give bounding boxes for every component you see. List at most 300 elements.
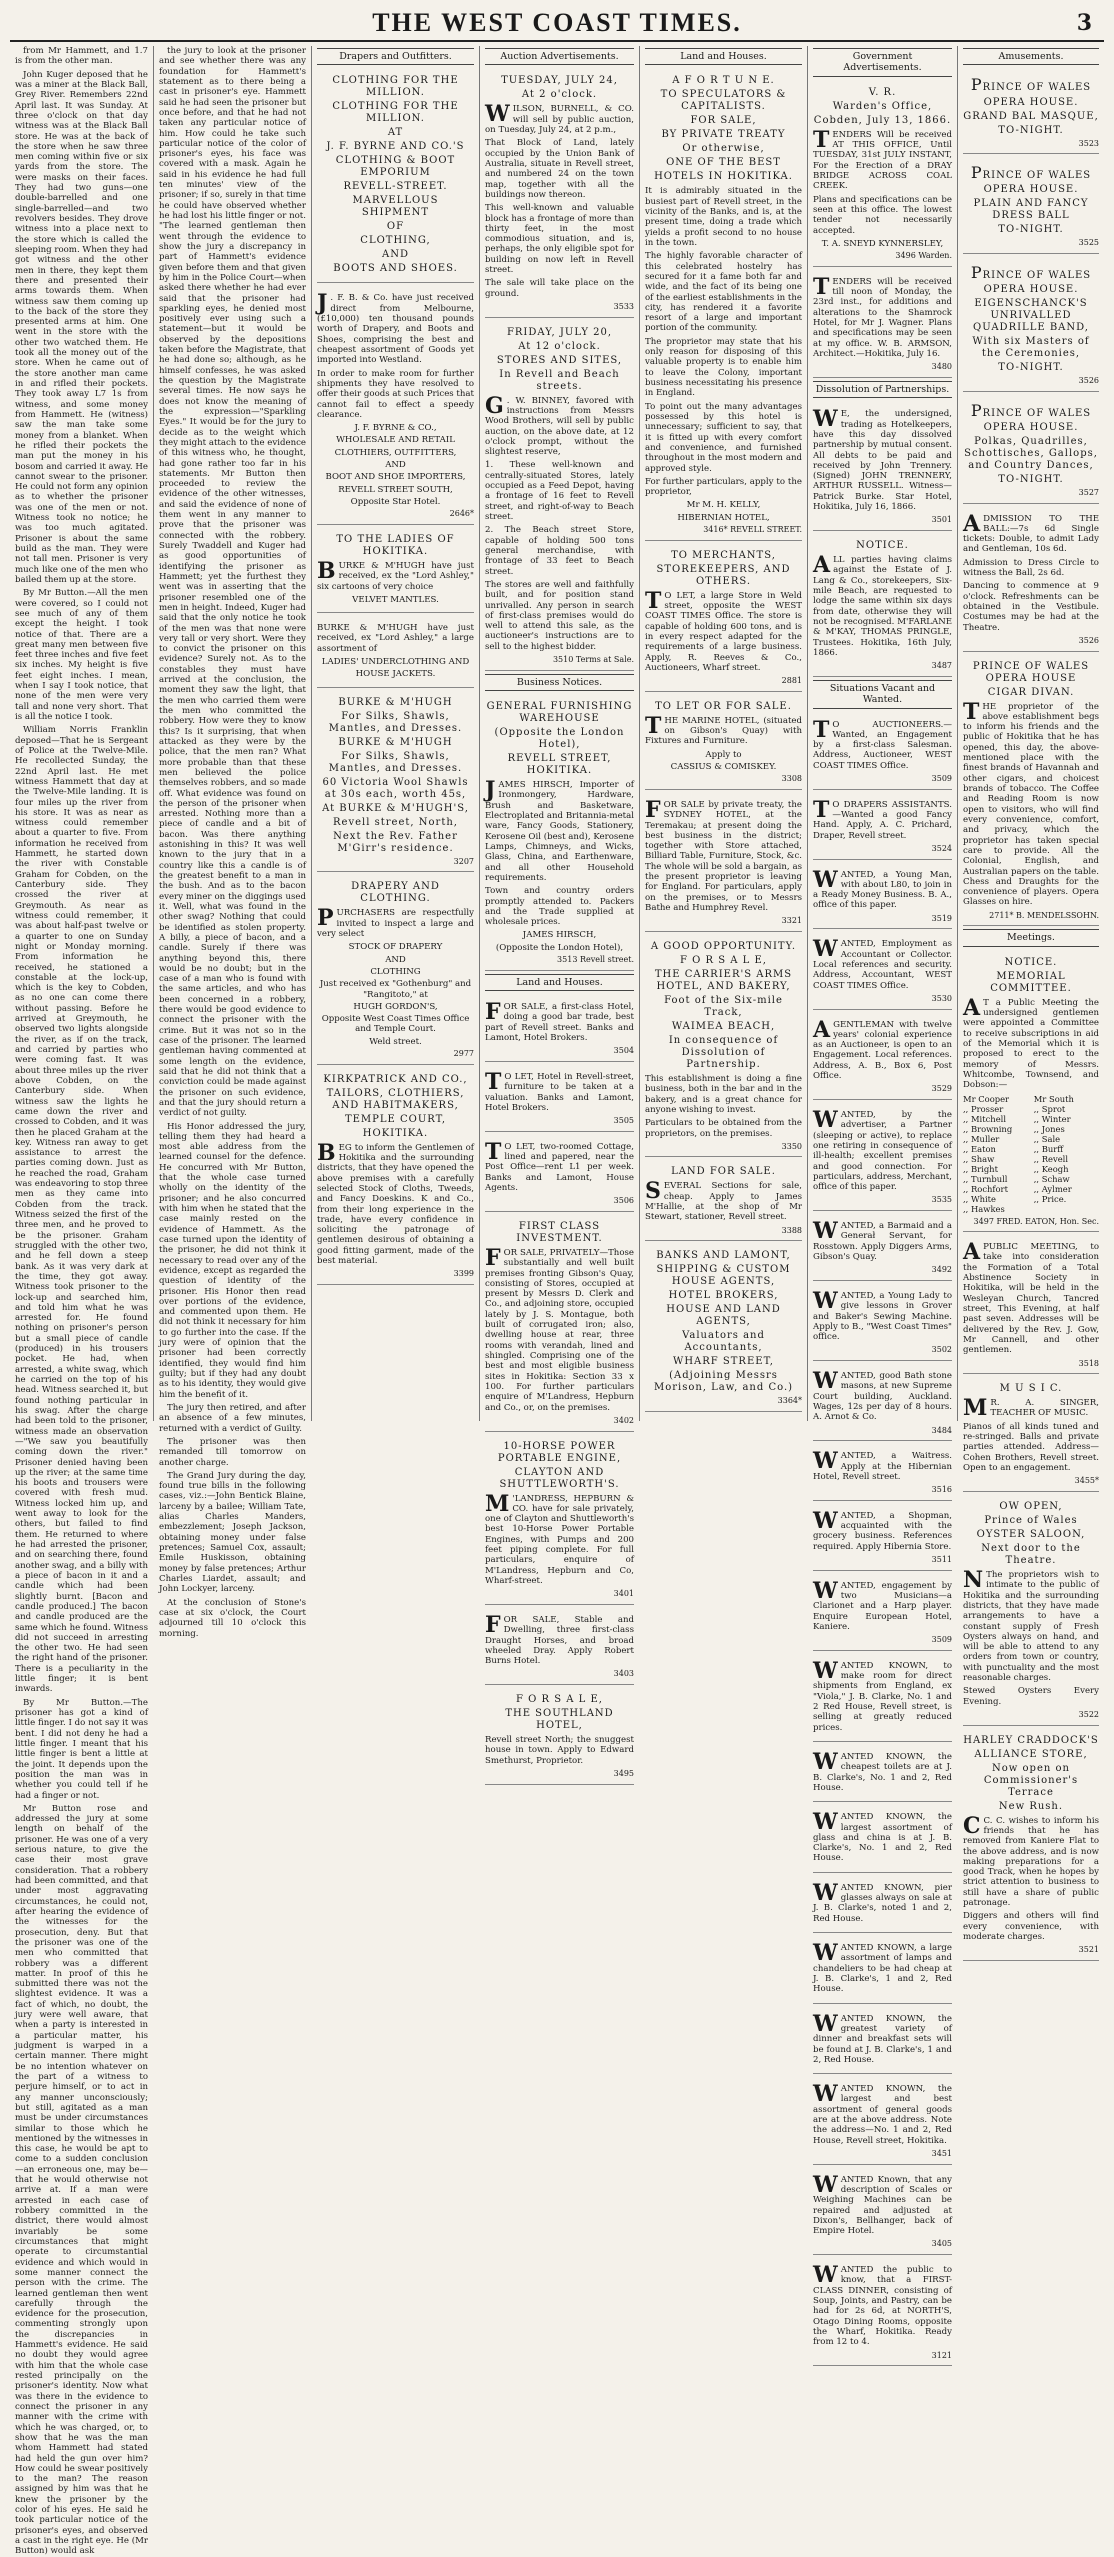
ad-heading-line: Polkas, Quadrilles, Schottisches, Gallops, and Country Dances, [964,435,1098,471]
ad-reference-number: 3519 [931,913,952,923]
ad-heading-line: Foot of the Six-mile Track, [664,994,783,1018]
drop-capital: W [813,1809,838,1836]
article-paragraph: By Mr Button.—All the men were covered, so I could not see much of any of them except the height. I took notice of that. There are a great many men between five feet three inches and five feet six inches. My height is five feet eight inches. I mean, when I say I took notice, that none of the men were very tall and none very short. That is all the notice I took. [15,588,148,722]
ad-body [963,1812,1099,1909]
drop-capital: T [813,796,830,823]
article-paragraph: His Honor addressed the jury, telling them they had heard a most able address from the learned counsel for the defence. He concurred with Mr Button, that the whole case turned wholly on the identity of the prisoner; and he also concurred with him when he stated that the case mainly rested on the evidence of Hammett. As the case turned upon the identity of the prisoner, he did not think it necessary to read over any of the evidence, except as regarded the question of identity of the prisoner. His Honor then read over portions of the evidence, and commented upon them. He did not think it necessary for him to go further into the case. If the jury were of opinion that the prisoner had been correctly identified, they would find him guilty; but if they had any doubt as to his identity, they would give him the benefit of it. [159,1121,306,1400]
ad-heading-line: GRAND BAL MASQUE, [963,110,1099,122]
advertisement [813,1745,952,1802]
ad-signature-line: CLOTHING [370,966,421,977]
committee-member: ,, Sale [1033,1133,1061,1144]
ad-body [813,1016,952,1082]
ad-reference-number: 3492 [931,1265,952,1275]
ad-body [813,552,952,658]
ad-reference-number: 3522 [1078,1710,1099,1719]
ad-reference-number: 3388 [781,1225,802,1235]
article-paragraph: The jury then retired, and after an absence of a few minutes, returned with a verdict of Guilty. [159,1402,306,1434]
ad-heading-line: NOTICE. [1004,956,1058,968]
ad-body [317,1139,474,1267]
advertisement [963,655,1099,927]
ad-body [813,1448,952,1482]
committee-member: ,, Schaw [1033,1174,1070,1185]
ad-heading-line: With six Masters of the Ceremonies, [972,336,1090,360]
advertisement [813,932,952,1009]
ad-signature-line: T. A. SNEYD KYNNERSLEY, [821,238,944,249]
ad-heading-line: OPERA HOUSE. [983,96,1079,108]
ad-heading-line: TO THE LADIES OF HOKITIKA. [336,533,455,557]
ad-heading-line: WHARF STREET, [673,1356,774,1368]
ad-heading-line: EIGENSCHANCK'S UNRIVALLED QUADRILLE BAND, [973,298,1089,334]
ad-reference-number: 3207 [453,856,474,866]
drop-capital: W [813,2262,838,2289]
ad-body [963,698,1099,908]
ad-body [813,1287,952,1343]
ad-heading-line: CLOTHING FOR THE MILLION. [332,75,459,99]
ad-body-text: ENDERS will be received till noon of Monday, the 23rd inst., for additions and alterations to the Shamrock Hotel, for Mr J. Wagner. Plans and specifications may be seen at my office. W. B. ARMSON, Architect.—Hokitika, July 16. [813,276,952,359]
ad-body-text: ANTED KNOWN, pier glasses always on sale at J. B. Clarke's, noted 1 and 2, Red House. [813,1882,952,1924]
ad-body-text: URCHASERS are respectfully invited to inspect a large and very select [317,908,474,939]
ad-heading-line: CIGAR DIVAN. [987,686,1075,698]
drop-capital: W [813,1218,838,1245]
ad-signature-line: AND [385,954,406,965]
ad-heading-line: PRINCE OF WALES [970,75,1092,95]
drop-capital: W [485,101,510,128]
advertisement [645,1244,802,1412]
ad-heading-line: F O R S A L E, [680,954,767,966]
ad-body-paragraph: Pianos of all kinds tuned and re-stringed. Balls and private parties attended. Address—Cohen Brothers, Revell street. Open to an engagement. [963,1421,1099,1474]
column-6 [808,46,958,2360]
ad-heading-line: Now open on Commissioner's Terrace [983,1762,1079,1798]
ad-reference-number: 3530 [931,993,952,1003]
ad-signature-line: (Opposite the London Hotel), [495,942,624,953]
ad-body-text: BURKE & M'HUGH have just received, ex "Lord Ashley," a large assortment of [317,623,474,654]
article-paragraph: William Norris Franklin deposed—That he is Sergeant of Police at the Twelve-Mile. He recollected Sunday, the 22nd April last. He met witness Hammett that day at the Twelve-Mile landing. It is four miles up the river from his store. It was as near as witness could remember about a quarter to five. From information he received from Hammett, he started down the river with Constable Graham for Cobden, on the Canterbury side. They crossed the river at Greymouth. As near as witness could remember, it was about half-past twelve or a quarter to one on Sunday night or Monday morning. From information he received, he stationed a constable at the lock-up, which is the key to Cobden, as no one can come there without passing. Before he arrived at Greymouth, he observed two lights alongside the river, as if on the track, and carried by parties who were coming fast. It was about three miles up the river above Cobden, on the Canterbury side. When witness saw the lights he came down the river and crossed to Cobden, and it was then he placed Graham at the key. Witness ran away to get assistance to arrest the parties coming down. Just as he reached the road, Graham was endeavoring to stop three men as they came into Cobden from the track. Witness seized the first of the three men, and he proved to be the prisoner. Graham struggled with the other two, and he fell down a steep bank. As it was very dark at the time, they got away. Witness took prisoner to the lock-up and searched him, and told him what he was arrested for. He found nothing on prisoner's person but a small piece of candle (produced) in his trousers pocket. He had, when arrested, a white swag, which he carried on the top of his head. Witness searched it, but found nothing particular in his swag. After the charge had been told to the prisoner, witness made an observation—"We saw you beautifully coming down the river." Prisoner denied having been up the river; at the same time his boots and trousers were covered with fresh mud. Witness locked him up, and went away to look for the others, but failed to find them. He returned to where he had arrested the prisoner, and on searching there, found another swag, and a billy with a piece of bacon in it and a candle which had been slightly burnt. [Bacon and candle produced.] The bacon and candle produced are the same which he found. Witness did not succeed in arresting the other two. He had seen the right hand of the prisoner. There is a peculiarity in the little finger; it is bent inwards. [15,725,148,1695]
ad-heading-line: OYSTER SALOON, [976,1528,1086,1540]
columns [10,46,1104,2557]
ad-signature-line: REVELL STREET SOUTH, [338,484,453,495]
committee-member: ,, Winter [1033,1113,1071,1124]
ad-reference-number: 3523 [1078,138,1099,148]
ad-heading-line: TO-NIGHT. [998,362,1064,374]
ad-body-text: ANTED, a Young Lady to give lessons in Grover and Baker's Sewing Machine. Apply to B., "West Coast Times" office. [813,1290,952,1343]
ad-body-paragraph: To point out the many advantages possessed by this hotel is unnecessary; sufficient to say, that it is fitted up with every comfort and convenience, and furnished throughout in the most modern and approved style. [645,401,802,474]
section-heading: Land and Houses. [485,974,634,991]
ad-reference-number: 3516 [931,1485,952,1495]
ad-body [485,1490,634,1587]
ad-body [485,1611,634,1667]
ad-heading-line: HOTEL BROKERS, [668,1290,779,1302]
ad-signature-line: BOOT AND SHOE IMPORTERS, [325,472,466,483]
advertisement [813,863,952,930]
ad-body-text: LL parties having claims against the Estate of J. Lang & Co., storekeepers, Six-mile Beach, are requested to lodge the same within six days from date, otherwise they will not be recognised. M'FARLANE & M'KAY, THOMAS PRINGLE, Trustees. Hokitika, 16th July, 1866. [813,555,952,658]
drop-capital: W [813,1448,838,1475]
ad-reference-number: 3525 [1078,238,1099,248]
ad-heading-line: OPERA HOUSE. [983,421,1079,433]
ad-body [485,1244,634,1413]
committee-member: ,, Turnbull [963,1174,1008,1185]
advertisement [317,691,474,873]
ad-heading-line: A F O R T U N E. [672,75,775,87]
ad-body-text: ANTED, a Barmaid and a Generał Servant, for Rosstown. Apply Diggers Arms, Gibson's Quay. [813,1221,952,1263]
ad-heading-line: TEMPLE COURT, [344,1113,447,1125]
ad-heading-line: At 12 o'clock. [518,340,601,352]
ad-body-paragraph: The proprietor may state that his only reason for disposing of this valuable property is to enable him to leave the Colony, important business necessitating his presence in England. [645,336,802,399]
drop-capital: W [813,1657,838,1684]
ad-reference-number: 3495 [613,1769,634,1779]
advertisement [813,1214,952,1281]
ad-reference-number: 2977 [453,1049,474,1059]
advertisement [813,1444,952,1501]
ad-body [645,1178,802,1223]
ad-heading-line: STOREKEEPERS, AND OTHERS. [656,563,791,587]
ad-heading-line: HARLEY CRADDOCK'S [963,1734,1099,1746]
ad-signature-line: VELVET MANTLES. [352,594,439,605]
ad-reference-number: 3350 [781,1141,802,1151]
ad-heading-line: GENERAL FURNISHING WAREHOUSE [486,701,633,725]
drop-capital: P [970,163,983,183]
ad-reference-number: 3526 [1078,635,1099,645]
ad-body-paragraph: In order to make room for further shipments they have resolved to offer their goods at such Prices that cannot fail to effect a speedy clearance. [317,368,474,420]
ad-body-paragraph: This well-known and valuable block has a frontage of more than thirty feet, in the most commodious situation, and is, perhaps, the only eligible spot for building on now left in Revell street. [485,203,634,276]
ad-reference-number: 3511 [931,1555,952,1565]
drop-capital: T [645,712,662,739]
ad-signature-line: HIBERNIAN HOTEL, [677,512,770,523]
ad-body [813,1657,952,1733]
column-4 [480,46,640,1779]
ad-heading-line: In consequence of Dissolution of Partnership. [668,1034,779,1070]
ad-reference-number: 3509 [931,774,952,784]
ad-body [813,1577,952,1633]
committee-member: ,, Eaton [963,1143,996,1154]
ad-body [317,623,474,654]
advertisement [963,69,1099,154]
advertisement [963,157,1099,254]
ad-reference-number: 3403 [613,1669,634,1679]
ad-signature-line: STOCK OF DRAPERY [348,942,443,953]
ad-body-paragraph: 2. The Beach street Store, capable of holding 500 tons general merchandise, with frontage of 33 feet to Beach street. [485,525,634,577]
ad-heading-line: LAND FOR SALE. [671,1166,776,1178]
committee-member: ,, Aylmer [1033,1184,1072,1195]
ad-body-text: O AUCTIONEERS.—Wanted, an Engagement by a first-class Salesman. Address, Auctioneer, WEST COAST TIMES Office. [813,719,952,771]
advertisement [813,793,952,860]
drop-capital: W [813,2081,838,2108]
committee-member: ,, White [963,1194,996,1205]
ad-body [317,290,474,366]
ad-heading-line: For Silks, Shawls, Mantles, and Dresses. [328,750,463,774]
ad-body-text: ANTED, Employment as Accountant or Collector. Local references and security. Address, Accountant, WEST COAST TIMES Office. [813,939,952,991]
ad-body-text: This establishment is doing a fine business, both in the bar and in the bakery, and is a great chance for anyone wishing to invest. [645,1073,802,1115]
ad-heading-line: ALLIANCE STORE, [974,1748,1088,1760]
ad-heading-line: REVELL-STREET. [343,181,448,193]
ad-heading-line: SHIPPING & CUSTOM HOUSE AGENTS, [656,1264,791,1288]
ad-heading-line: PRINCE OF WALES OPERA HOUSE [972,660,1090,684]
advertisement [963,257,1099,392]
article-paragraph: The Grand Jury during the day, found true bills in the following cases, viz.:—John Bentick Blaine, larceny by a bailee; William Tate, alias Charles Manders, embezzlement; Joseph Jackson, obtaining money under false pretences; Samuel Cox, assault; Emile Huskisson, obtaining money by false pretences; Arthur Charles Liardet, assault; and John Lockyer, larceny. [159,1470,306,1595]
advertisement [813,81,952,267]
committee-member: ,, Hawkes [963,1204,1005,1215]
ad-reference-number: 3401 [613,1589,634,1599]
advertisement [485,1215,634,1432]
section-heading: Government Advertisements. [813,48,952,77]
ad-heading-line: NOTICE. [856,540,909,552]
section-heading: Drapers and Outfitters. [317,48,474,65]
ad-body-text: ANTED the public to know, that a FIRST-CLASS DINNER, consisting of Soup, Joints, and Pastry, can be had for 2s 6d, at NORTH'S, Otago Dining Rooms, opposite the Wharf, Hokitika. Ready from 12 to 4. [813,2265,952,2348]
ad-heading-line: TAILORS, CLOTHIERS, AND HABITMAKERS, [326,1087,465,1111]
drop-capital: B [317,1139,336,1166]
ad-body-text: It is admirably situated in the busiest part of Revell street, in the vicinity of the Banks, and is, at the present time, doing a trade which yields a profit second to no house in the town. [645,186,802,248]
drop-capital: W [813,936,838,963]
column-5 [640,46,808,1421]
ad-body-text: AMES HIRSCH, Importer of Ironmongery, Hardware, Brush and Basketware, Electroplated and Britannia-metal ware, Fancy Goods, Stationery, Kerosene Oil (best and), Kerosene Lamps, Chimneys, and Wicks, Glass, China, and Earthenware, and all other Household requirements. [485,780,634,883]
ad-body-text: O LET, a large Store in Weld street, opposite the WEST COAST TIMES Office. The store is capable of holding 600 tons, and is in every respect adapted for the requirements of a large business. Apply, R. Reeves & Co., Auctioneers, Wharf street. [645,590,802,673]
ad-body-text: URKE & M'HUGH have just received, ex the "Lord Ashley," six cartoons of very choice [317,560,474,592]
drop-capital: F [645,796,661,823]
advertisement [317,69,474,283]
ad-heading-line: TO-NIGHT. [998,473,1064,485]
article-paragraph: At the conclusion of Stone's case at six o'clock, the Court adjourned till 10 o'clock this morning. [159,1597,306,1639]
ad-reference-number: 3416* REVELL STREET. [703,525,802,535]
ad-heading-line: Cobden, July 13, 1866. [813,114,952,126]
drop-capital: T [645,587,662,614]
ad-reference-number: 3484 [931,1425,952,1435]
ad-body [813,406,952,513]
advertisement [485,1435,634,1605]
ad-body-text: EG to inform the Gentlemen of Hokitika and the surrounding districts, that they have opened the above premises with a carefully selected Stock of Cloths, Tweeds, and Fancy Doeskins. K and Co., from their long experience in the trade, have every confidence in soliciting the patronage of gentlemen desirous of obtaining a good fitting garment, made of the best material. [317,1142,474,1267]
ad-reference-number: 3509 [931,1635,952,1645]
ad-body [813,866,952,911]
committee-member: ,, Jones [1033,1123,1065,1134]
advertisement [645,1160,802,1241]
ad-heading-line: BURKE & M'HUGH [338,736,453,748]
ad-body [813,1218,952,1263]
committee-member: ,, Burff [1033,1143,1064,1154]
advertisement [963,507,1099,652]
advertisement [645,935,802,1157]
ad-body [813,1940,952,1995]
newspaper-title: THE WEST COAST TIMES. [372,8,742,37]
ad-body-text: ILSON, BURNELL, & CO. will sell by public auction, on Tuesday, July 24, at 2 p.m., [485,104,634,136]
committee-member: ,, Bright [963,1164,998,1175]
ad-body [963,1395,1099,1422]
drop-capital: W [813,2171,838,2198]
advertisement [963,1377,1099,1492]
ad-signature-line: JAMES HIRSCH, [522,930,597,941]
ad-heading-line: Next the Rev. Father M'Girr's residence. [333,830,458,854]
ad-body [645,587,802,674]
drop-capital: W [813,1106,838,1133]
ad-body [485,392,634,458]
committee-member: ,, Revell [1033,1154,1069,1165]
advertisement [645,544,802,692]
drop-capital: P [970,262,983,282]
ad-heading-line: TO-NIGHT. [998,224,1064,236]
advertisement [963,395,1099,504]
advertisement [813,1284,952,1361]
ad-body-paragraph: The highly favorable character of this celebrated hostelry has secured for it a fame both far and wide, and the fact of its being one of the earliest establishments in the city, has rendered it a favorite resort of a large and important portion of the community. [645,251,802,334]
ad-heading-line: BANKS AND LAMONT, [656,1250,791,1262]
drop-capital: W [813,1577,838,1604]
ad-body-text: HE MARINE HOTEL, (situated on Gibson's Quay) with Fixtures and Furniture. [645,715,802,747]
ad-body [963,1566,1099,1684]
ad-reference-number: 3321 [781,916,802,926]
ad-body-text: O DRAPERS ASSISTANTS.—Wanted a good Fancy Hand. Apply, A. C. Prichard, Draper, Revell street. [813,799,952,841]
ad-reference-number: 3121 [931,2350,952,2360]
ad-body-paragraph: The sale will take place on the ground. [485,278,634,299]
drop-capital: T [485,1138,502,1165]
ad-body-text: ANTED Known, that any description of Scales or Weighing Machines can be repaired and adjusted at Dixon's, Bellhanger, back of Empire Hotel. [813,2174,952,2237]
ad-signature-line: LADIES' UNDERCLOTHING AND [321,657,470,668]
ad-body-text: R. A. SINGER, TEACHER OF MUSIC. [990,1398,1099,1419]
ad-heading-line: REVELL STREET, HOKITIKA. [507,753,612,777]
ad-heading-line: THE CARRIER'S ARMS HOTEL, AND BAKERY, [654,968,793,992]
ad-body [963,510,1099,555]
ad-body-text: EVERAL Sections for sale, cheap. Apply to James M'Hallie, at the shop of Mr Stewart, stationer, Revell street. [645,1181,802,1223]
ad-heading-line: MARVELLOUS SHIPMENT [352,195,439,219]
ad-body [813,1368,952,1423]
ad-heading-line: Or otherwise, [682,143,765,155]
ad-body-text: OR SALE, Stable and Dwelling, three first-class Draught Horses, and broad wheeled Dray. Apply Robert Burns Hotel. [485,1614,634,1667]
ad-reference-number: 3480 [931,362,952,372]
advertisement [813,270,952,378]
ad-heading-line: (Opposite the London Hotel), [494,727,625,751]
committee-member: Mr South [1033,1093,1074,1104]
advertisement [485,69,634,317]
ad-body-text: E, the undersigned, trading as Hotelkeepers, have this day dissolved partnership by mutual consent. All debts to be paid and received by John Trennery. (Signed) JOHN TRENNERY, ARTHUR RUSSELL. Witness—Patrick Burke. Star Hotel, Hokitika, July 16, 1866. [813,409,952,513]
advertisement [645,69,802,540]
ad-heading-line: F O R S A L E, [516,1694,603,1706]
drop-capital: N [963,1566,984,1593]
section-heading: Situations Vacant and Wanted. [813,680,952,709]
advertisement [485,1608,634,1685]
ad-body-text: ANTED, good Bath stone masons, at new Supreme Court building, Auckland. Wages, 12s per day of 8 hours. A. Arnot & Co. [813,1371,952,1423]
article-paragraph: By Mr Button.—The prisoner has got a kind of little finger. I do not say it was bent. I did not deny he had a little finger. I meant that his little finger is bent a little at the joint. It depends upon the position the man was in whether you could tell if he had a finger or not. [15,1697,148,1801]
advertisement [317,1068,474,1285]
ad-reference-number: 3308 [781,774,802,784]
advertisement [485,1135,634,1212]
ad-body [485,101,634,136]
ad-heading-line: PRINCE OF WALES [970,400,1092,420]
ad-body [813,1879,952,1924]
ad-body [813,796,952,841]
ad-heading-line: OPERA HOUSE. [983,184,1079,196]
drop-capital: W [813,1940,838,1967]
ad-heading-line: M U S I C. [999,1383,1063,1395]
drop-capital: S [645,1178,661,1205]
ad-heading-line: BURKE & M'HUGH [338,696,453,708]
advertisement [813,1574,952,1651]
ad-body [813,126,952,192]
committee-member: ,, Keogh [1033,1164,1069,1175]
ad-heading-line: Prince of Wales [984,1514,1078,1526]
ad-body [813,2171,952,2237]
ad-reference-number: 3533 [613,302,634,312]
ad-body-paragraph: Town and country orders promptly attended to. Packers and the Trade supplied at wholesale prices. [485,886,634,928]
ad-heading-line: CLOTHING FOR THE MILLION. [332,101,459,125]
ad-body-text: O LET, Hotel in Revell-street, furniture to be taken at a valuation. Banks and Lamont, Hotel Brokers. [485,1071,634,1113]
ad-heading-line: PRINCE OF WALES [970,262,1092,282]
ad-body-paragraph: 1. These well-known and centrally-situated Stores, lately occupied as a Feed Depot, having a frontage of 16 feet to Revell street, and right-of-way to Beach street. [485,460,634,523]
ad-body-text: T a Public Meeting the undersigned gentlemen were appointed a Committee to receive subscriptions in aid of the Memorial which it is proposed to erect to the memory of Messrs. Whitcombe, Townsend, and Dobson:— [963,997,1099,1091]
ad-heading-line: HOKITIKA. [362,1127,429,1139]
column-7 [958,46,1104,1955]
committee-names [963,1094,1099,1215]
drop-capital: B [317,557,336,584]
ad-reference-number: 3505 [613,1116,634,1126]
ad-reference-number: 2646* [449,509,474,519]
ad-body-text: ANTED KNOWN, a large assortment of lamps and chandeliers to be had cheap at J. B. Clarke's, 1 and 2, Red House. [813,1943,952,1995]
ad-heading-line: BOOTS AND SHOES. [333,263,458,275]
ad-body-text: ANTED, a Waitress. Apply at the Hibernian Hotel, Revell street. [813,1451,952,1482]
ad-body [813,2262,952,2348]
drop-capital: W [813,1748,838,1775]
section-heading: Land and Houses. [645,48,802,65]
article-paragraph: from Mr Hammett, and 1.7 is from the other man. [15,46,148,67]
drop-capital: W [813,1368,838,1395]
drop-capital: W [813,1287,838,1314]
page-number: 3 [1076,10,1092,36]
ad-reference-number: 3510 Terms at Sale. [552,655,634,665]
ad-heading-line: STORES AND SITES, [496,354,623,366]
ad-heading-line: OW OPEN, [999,1500,1063,1512]
advertisement [485,695,634,971]
ad-body [963,994,1099,1091]
drop-capital: A [963,994,981,1021]
advertisement [963,1495,1099,1726]
advertisement [813,2258,952,2366]
ad-signature-line: WHOLESALE AND RETAIL [336,435,455,446]
ad-body-paragraph: Plans and specifications can be seen at this office. The lowest tender not necessarily accepted. [813,194,952,236]
ad-heading-line: ONE OF THE BEST [666,157,781,169]
ad-heading-line: FOR SALE, [690,115,757,127]
advertisement [813,1364,952,1441]
drop-capital: W [813,1507,838,1534]
advertisement [813,713,952,790]
ad-heading-line: New Rush. [998,1800,1064,1812]
ad-heading-line: OF [386,221,405,233]
drop-capital: G [485,392,504,419]
advertisement [317,616,474,688]
ad-body [485,1068,634,1113]
ad-body [645,796,802,914]
committee-member: ,, Rochfort [963,1184,1008,1195]
ad-signature-line: CLOTHIERS, OUTFITTERS, [334,447,457,458]
ad-reference-number: 3526 [1078,376,1099,386]
column-3 [312,46,480,1421]
ad-body-paragraph: Stewed Oysters Every Evening. [963,1686,1099,1707]
ad-heading-line: CLOTHING, [360,235,431,247]
ad-reference-number: 3405 [931,2239,952,2249]
article-paragraph: the jury to look at the prisoner and see whether there was any foundation for Hammett's statement as to there being a cast in prisoner's eye. Hammett said he had seen the prisoner but once before, and that he had not taken any particular notice of him. How could he take such particular notice of the color of prisoner's eyes, his face was covered with a mask. Again he said in his evidence he had full ten minutes' view of the prisoner; if so, surely in that time he could have observed whether he had lost his little finger or not. "The learned gentleman then went through the evidence to show the jury a discrepancy in part of Hammett's evidence given before them and that given by him in the Police Court—when asked there whether he had ever said that the prisoner had sparkling eyes, he denied most positively ever using such a statement—but it would be observed by the depositions taken before the Magistrate, that he had done so; although, as he himself confesses, he was asked the question by the Magistrate several times. He now says he does not know the meaning of the expression—"Sparkling Eyes." It would be for the jury to decide as to the weight which they might attach to the evidence of this witness who, he thought, had gone rather too far in his statements. Mr Button then proceeded to review the evidence of the other witnesses, and said the evidence of none of them went in any manner to prove that the prisoner was connected with the robbery. Surely Twaddell and Kuger had as good opportunities of identifying the prisoner as Hammett; yet the furthest they went was in asserting that the prisoner resembled one of the men in height. Indeed, Kuger had said that the only notice he took of the men was that none were very tall or very short. Were they to convict the prisoner on this evidence? Surely not. As to the constables they must have arrived at the conclusion, the moment they saw the light, that the men who carried them were the men who committed the robbery. How were they to know this? Is it surprising, that when attacked as they were by the police, that the men ran? What more probable than that these men believed the police themselves robbers, and so made off. What evidence was found on the person of the prisoner when arrested. Nothing more than a piece of candle and a bit of bacon. Was there anything astonishing in this? It was well known to the jury that in a country like this a candle is of the greatest benefit to a man in the bush. And as to the bacon every miner on the diggings used it. Well, what was found in the other swag? Nothing that could be identified as stolen property. A billy, a piece of bacon, and a candle. Surely if there was anything beyond this, there would be no doubt; but in the case of a man who is found with the same articles, and who has been concerned in a robbery, there would be good evidence to connect the prisoner with the crime. But it was not so in the case of the prisoner. The learned gentleman having commented at some length on the evidence, said that he did not think that a conviction could be made against the prisoner on such evidence, and that the jury should return a verdict of not guilty. [159,46,306,1119]
ad-heading-line: HOTELS IN HOKITIKA. [654,171,793,183]
ad-heading-line: Revell street, North, [333,816,458,828]
committee-member: ,, Prosser [963,1103,1004,1114]
ad-body [963,1239,1099,1356]
ad-body-paragraph: That Block of Land, lately occupied by the Union Bank of Australia, situate in Revell street, and numbered 24 on the town map, together with all the buildings now thereon. [485,138,634,200]
ad-reference-number: 3504 [613,1046,634,1056]
ad-heading-line: TUESDAY, JULY 24, [501,75,618,87]
ad-body-paragraph: For further particulars, apply to the proprietor, [645,476,802,498]
ad-heading-line: PRINCE OF WALES [970,163,1092,183]
ad-signature-line: Apply to [705,749,742,760]
advertisement [963,1729,1099,1961]
ad-body [813,1507,952,1552]
ad-heading-line: HOUSE AND LAND AGENTS, [666,1304,781,1328]
ad-heading-line: A GOOD OPPORTUNITY. [650,940,797,952]
ad-signature-line: Just received ex "Gothenburg" and "Rangitoto," at [319,979,472,1000]
ad-body-text: The proprietors wish to intimate to the public of Hokitika and the surrounding districts, that they have made arrangements to have a constant supply of Fresh Oysters always on hand, and will be able to attend to any orders from town or country, with punctuality and the most reasonable charges. [963,1569,1099,1684]
advertisement [813,2168,952,2255]
advertisement [813,1013,952,1100]
